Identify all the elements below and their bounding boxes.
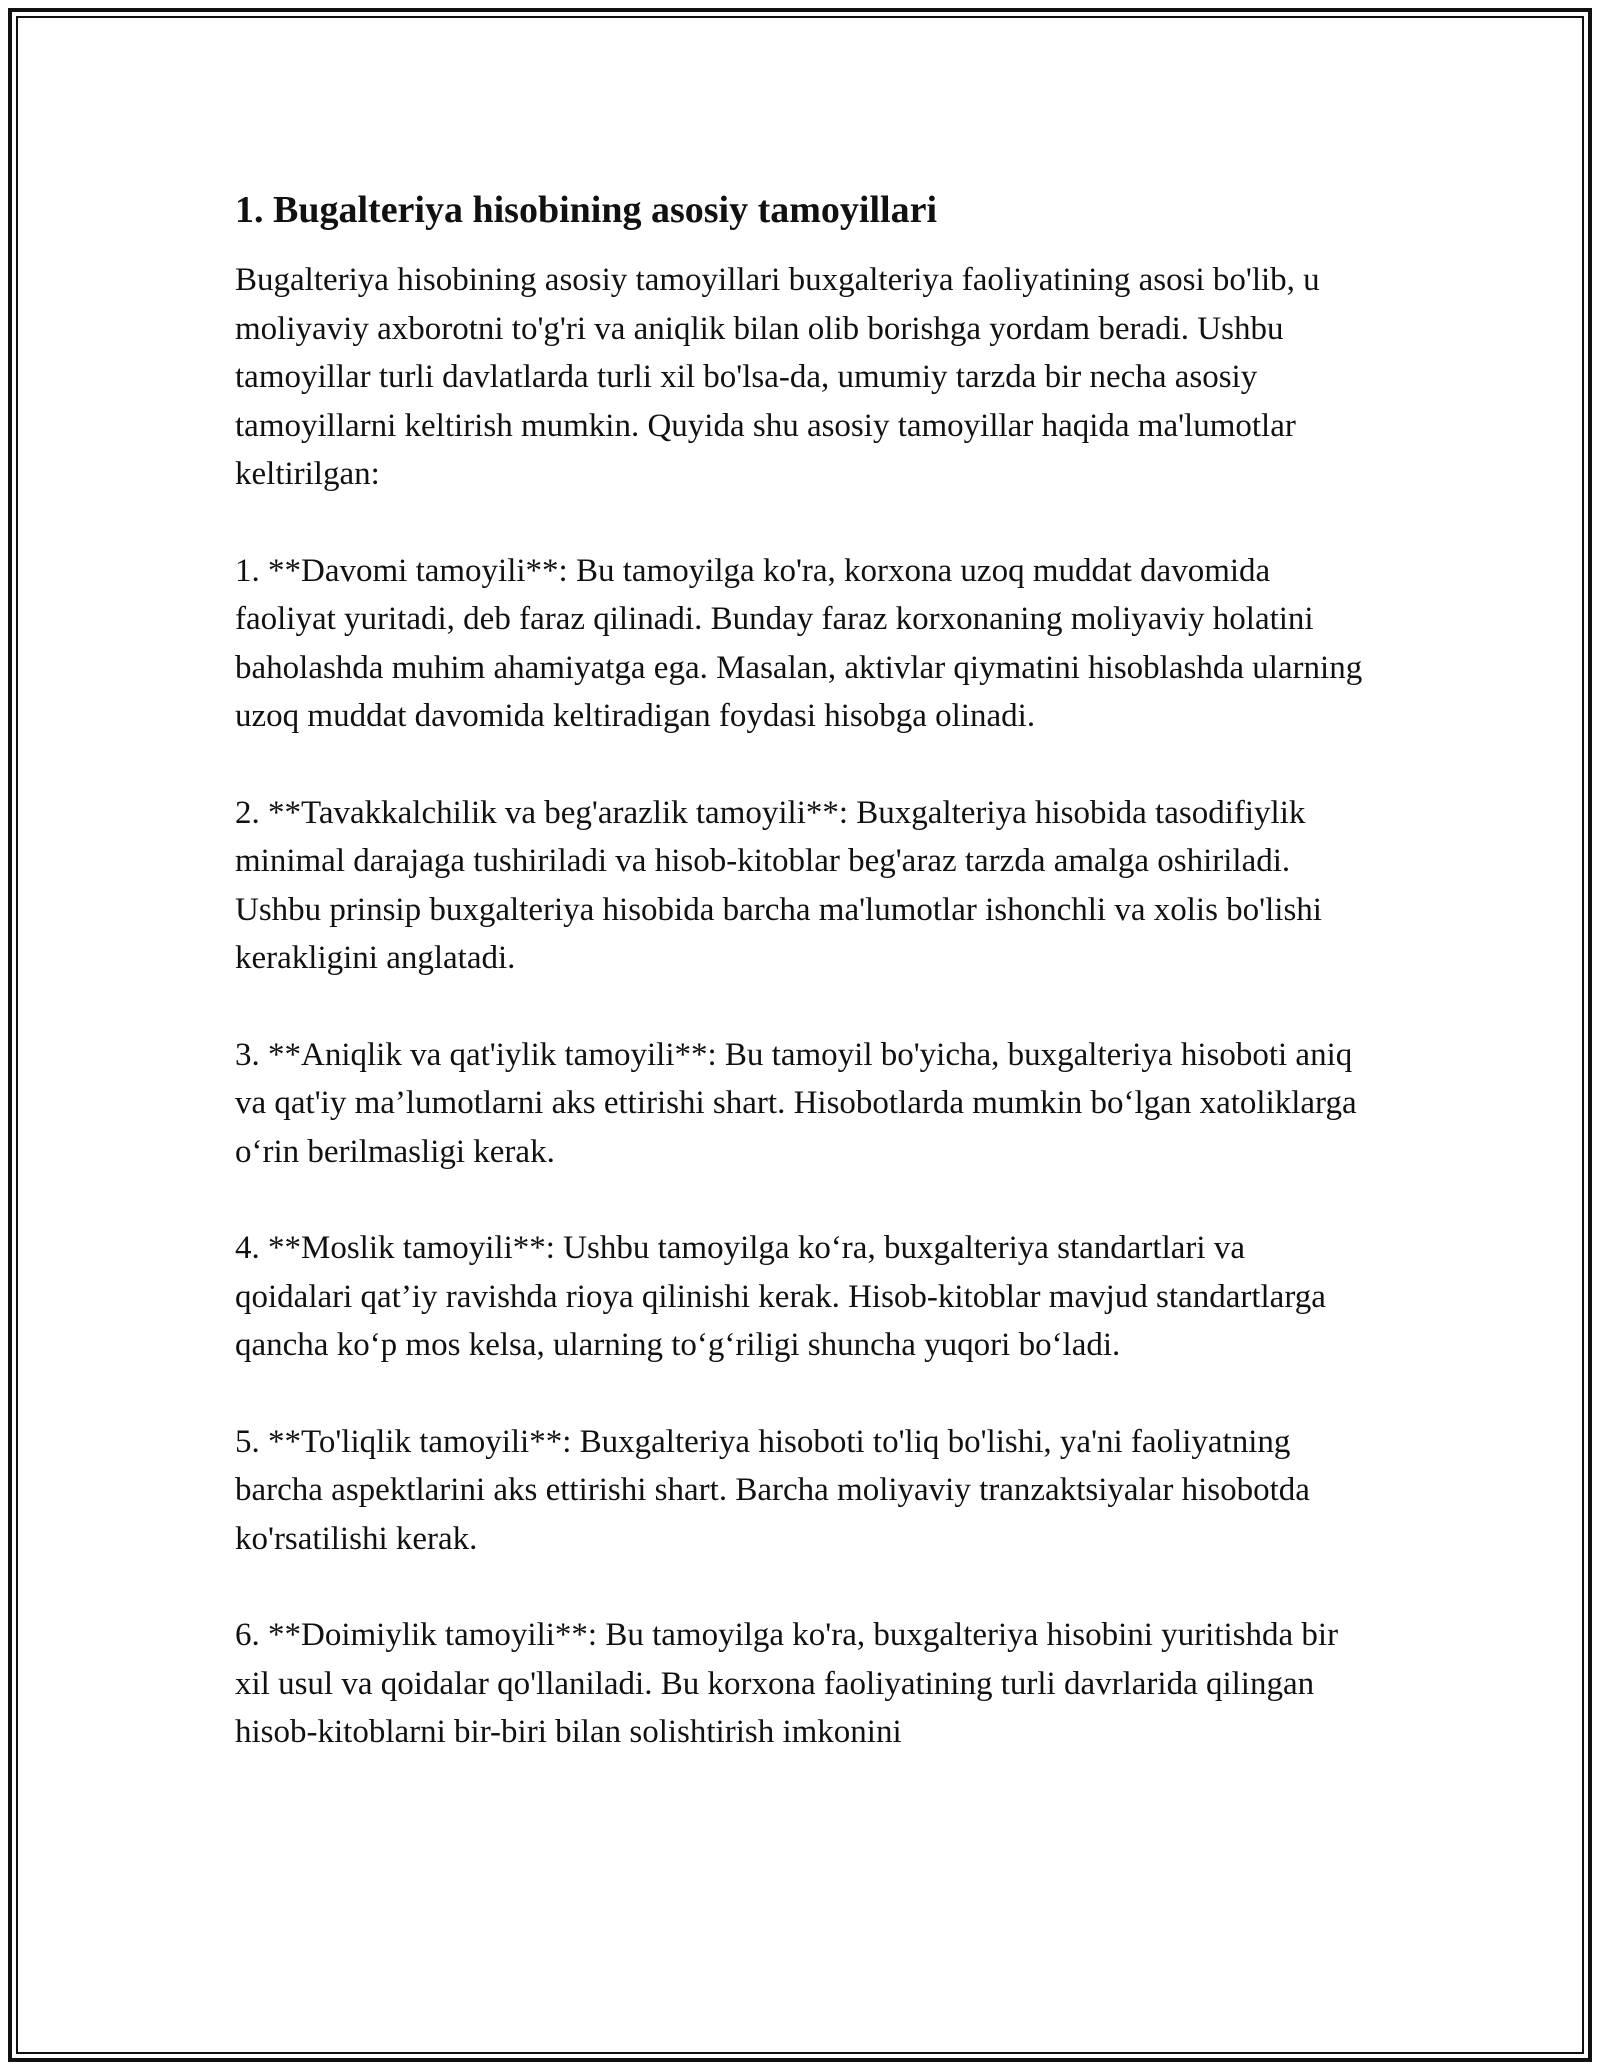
principle-paragraph-4: 4. **Moslik tamoyili**: Ushbu tamoyilga ko‘ra, buxgalteriya standartlari va qoidalari qat’iy ravishda rioya qilinishi kerak. Hisob-kitoblar mavjud standartlarga qancha ko‘p mos kelsa, ularning to‘g‘riligi shuncha yuqori bo‘ladi. — [235, 1230, 1326, 1363]
section-heading: 1. Bugalteriya hisobining asosiy tamoyillari — [235, 189, 938, 231]
principle-paragraph-5: 5. **To'liqlik tamoyili**: Buxgalteriya hisoboti to'liq bo'lishi, ya'ni faoliyatning barcha aspektlarini aks ettirishi shart. Barcha moliyaviy tranzaktsiyalar hisobotda ko'rsatilishi kerak. — [235, 1423, 1310, 1557]
principle-paragraph-6: 6. **Doimiylik tamoyili**: Bu tamoyilga ko'ra, buxgalteriya hisobini yuritishda bir xil usul va qoidalar qo'llaniladi. Bu korxona faoliyatining turli davrlarida qilingan hisob-kitoblarni bir-biri bilan solishtirish imkonini — [235, 1617, 1339, 1750]
document-body — [235, 186, 1365, 1805]
principle-paragraph-2: 2. **Tavakkalchilik va beg'arazlik tamoyili**: Buxgalteriya hisobida tasodifiylik minimal darajaga tushiriladi va hisob-kitoblar beg'araz tarzda amalga oshiriladi. Ushbu prinsip buxgalteriya hisobida barcha ma'lumotlar ishonchli va xolis bo'lishi kerakligini anglatadi. — [235, 794, 1322, 976]
principle-paragraph-3: 3. **Aniqlik va qat'iylik tamoyili**: Bu tamoyil bo'yicha, buxgalteriya hisoboti aniq va qat'iy ma’lumotlarni aks ettirishi shart. Hisobotlarda mumkin bo‘lgan xatoliklarga o‘rin berilmasligi kerak. — [235, 1036, 1357, 1170]
principle-paragraph-1: 1. **Davomi tamoyili**: Bu tamoyilga ko'ra, korxona uzoq muddat davomida faoliyat yuritadi, deb faraz qilinadi. Bunday faraz korxonaning moliyaviy holatini baholashda muhim ahamiyatga ega. Masalan, aktivlar qiymatini hisoblashda ularning uzoq muddat davomida keltiradigan foydasi hisobga olinadi. — [235, 552, 1363, 734]
intro-paragraph: Bugalteriya hisobining asosiy tamoyillari buxgalteriya faoliyatining asosi bo'lib, u moliyaviy axborotni to'g'ri va aniqlik bilan olib borishga yordam beradi. Ushbu tamoyillar turli davlatlarda turli xil bo'lsa-da, umumiy tarzda bir necha asosiy tamoyillarni keltirish mumkin. Quyida shu asosiy tamoyillar haqida ma'lumotlar keltirilgan: — [235, 262, 1320, 492]
